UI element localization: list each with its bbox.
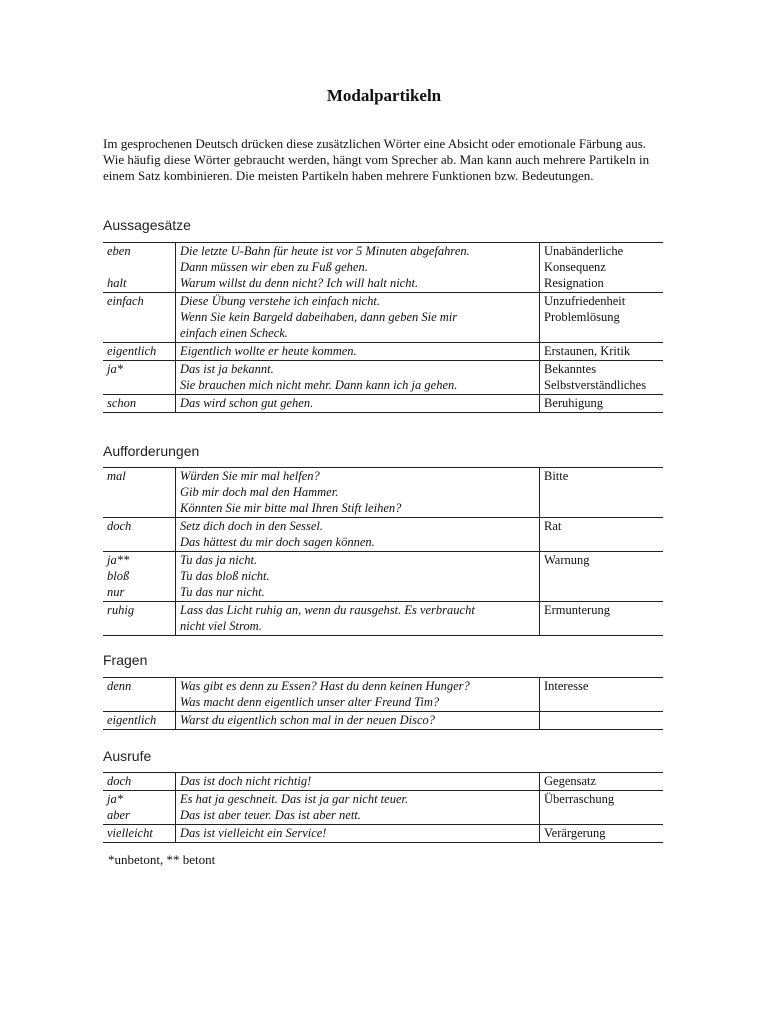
meaning-cell-line	[544, 694, 663, 710]
meaning-cell-line: Resignation	[544, 276, 604, 290]
meaning-cell	[539, 712, 663, 729]
meaning-cell	[539, 678, 663, 711]
meaning-cell-line	[544, 500, 663, 516]
particle-cell	[107, 552, 175, 600]
meaning-cell-line: Ermunterung	[544, 603, 610, 617]
table-row	[103, 772, 663, 791]
particle-cell-line: eigentlich	[107, 344, 157, 358]
meaning-cell-line: Warnung	[544, 553, 590, 567]
table-row	[103, 712, 663, 730]
particle-cell-line: aber	[107, 808, 130, 822]
particle-cell-line	[107, 325, 175, 341]
page-title: Modalpartikeln	[326, 86, 442, 105]
particle-cell-line	[107, 259, 175, 275]
meaning-cell-line: Bekanntes	[544, 362, 597, 376]
example-cell-line: Wenn Sie kein Bargeld dabeihaben, dann geben Sie mir	[180, 310, 458, 324]
particle-cell-line	[107, 377, 175, 393]
particle-cell-line: nur	[107, 585, 125, 599]
particle-cell	[107, 825, 175, 841]
example-cell	[175, 293, 539, 342]
example-cell-line: Es hat ja geschneit. Das ist ja gar nicht teuer.	[180, 792, 409, 806]
table-fragen	[103, 677, 663, 730]
particle-cell-line: doch	[107, 519, 132, 533]
meaning-cell	[539, 243, 663, 292]
particle-cell-line	[107, 694, 175, 710]
particle-cell-line: ja*	[107, 792, 123, 806]
example-cell-line: Lass das Licht ruhig an, wenn du rausgehst. Es verbraucht	[180, 603, 475, 617]
particle-cell-line: ja**	[107, 553, 130, 567]
particle-cell-line: einfach	[107, 294, 144, 308]
particle-cell	[107, 602, 175, 634]
particle-cell	[107, 395, 175, 411]
table-row	[103, 791, 663, 825]
particle-cell	[107, 773, 175, 789]
example-cell-line: Dann müssen wir eben zu Fuß gehen.	[180, 260, 368, 274]
meaning-cell	[539, 518, 663, 551]
particle-cell-line: bloß	[107, 569, 130, 583]
example-cell	[175, 518, 539, 551]
table-row	[103, 395, 663, 413]
example-cell-line: Warst du eigentlich schon mal in der neuen Disco?	[180, 713, 436, 727]
example-cell-line: Das ist aber teuer. Das ist aber nett.	[180, 808, 361, 822]
meaning-cell-line	[544, 712, 663, 728]
example-cell-line: Könnten Sie mir bitte mal Ihren Stift leihen?	[180, 501, 402, 515]
meaning-cell-line	[544, 568, 663, 584]
particle-cell-line	[107, 618, 175, 634]
meaning-cell	[539, 791, 663, 824]
example-cell-line: Das hättest du mir doch sagen können.	[180, 535, 375, 549]
meaning-cell-line: Rat	[544, 519, 562, 533]
meaning-cell-line: Beruhigung	[544, 396, 604, 410]
particle-cell	[107, 293, 175, 341]
particle-cell-line: doch	[107, 774, 132, 788]
section-heading-fragen: Fragen	[103, 652, 148, 668]
meaning-cell-line: Unzufriedenheit	[544, 294, 626, 308]
meaning-cell-line: Erstaunen, Kritik	[544, 344, 631, 358]
table-row	[103, 242, 663, 293]
table-ausrufe	[103, 772, 663, 843]
particle-cell-line: denn	[107, 679, 132, 693]
section-heading-ausrufe: Ausrufe	[103, 748, 152, 764]
example-cell	[175, 712, 539, 729]
example-cell-line: Was gibt es denn zu Essen? Hast du denn keinen Hunger?	[180, 679, 470, 693]
example-cell-line: Gib mir doch mal den Hammer.	[180, 485, 339, 499]
example-cell-line: Die letzte U-Bahn für heute ist vor 5 Minuten abgefahren.	[180, 244, 470, 258]
meaning-cell-line	[544, 534, 663, 550]
example-cell-line: Tu das ja nicht.	[180, 553, 258, 567]
particle-cell-line: schon	[107, 396, 137, 410]
example-cell	[175, 678, 539, 711]
particle-cell	[107, 361, 175, 393]
particle-cell-line: halt	[107, 276, 127, 290]
meaning-cell-line: Verärgerung	[544, 826, 606, 840]
table-row	[103, 552, 663, 602]
particle-cell-line: eigentlich	[107, 713, 157, 727]
particle-cell-line: vielleicht	[107, 826, 153, 840]
example-cell	[175, 773, 539, 790]
table-row	[103, 677, 663, 712]
example-cell-line: Das ist ja bekannt.	[180, 362, 274, 376]
particle-cell-line	[107, 534, 175, 550]
meaning-cell	[539, 552, 663, 601]
example-cell-line: Setz dich doch in den Sessel.	[180, 519, 324, 533]
meaning-cell-line: Konsequenz	[544, 260, 606, 274]
particle-cell	[107, 343, 175, 359]
example-cell	[175, 243, 539, 292]
example-cell-line: Warum willst du denn nicht? Ich will halt nicht.	[180, 276, 419, 290]
particle-cell-line	[107, 309, 175, 325]
table-aufforderungen	[103, 467, 663, 636]
particle-cell-line: mal	[107, 469, 126, 483]
particle-cell-line	[107, 484, 175, 500]
table-row	[103, 343, 663, 361]
example-cell	[175, 552, 539, 601]
meaning-cell-line	[544, 325, 663, 341]
footnote: *unbetont, ** betont	[108, 852, 216, 867]
intro-paragraph: Im gesprochenen Deutsch drücken diese zusätzlichen Wörter eine Absicht oder emotionale Färbung aus. Wie häufig diese Wörter gebraucht werden, hängt vom Sprecher ab. Man kann auch mehrere Partikeln in einem Satz kombinieren. Die meisten Partikeln haben mehrere Funktionen bzw. Bedeutungen.	[103, 136, 650, 183]
particle-cell-line: ja*	[107, 362, 123, 376]
example-cell-line: Würden Sie mir mal helfen?	[180, 469, 320, 483]
table-row	[103, 825, 663, 843]
meaning-cell-line: Bitte	[544, 469, 569, 483]
particle-cell	[107, 791, 175, 823]
meaning-cell-line	[544, 807, 663, 823]
meaning-cell-line: Selbstverständliches	[544, 378, 647, 392]
example-cell	[175, 395, 539, 412]
meaning-cell	[539, 343, 663, 360]
example-cell-line: Eigentlich wollte er heute kommen.	[180, 344, 357, 358]
table-row	[103, 293, 663, 343]
example-cell	[175, 343, 539, 360]
particle-cell	[107, 678, 175, 710]
example-cell	[175, 468, 539, 517]
particle-cell-line: ruhig	[107, 603, 135, 617]
example-cell	[175, 825, 539, 842]
example-cell-line: Das wird schon gut gehen.	[180, 396, 314, 410]
example-cell-line: einfach einen Scheck.	[180, 326, 288, 340]
meaning-cell-line	[544, 484, 663, 500]
example-cell	[175, 361, 539, 394]
table-row	[103, 518, 663, 552]
meaning-cell-line: Problemlösung	[544, 310, 620, 324]
meaning-cell-line: Gegensatz	[544, 774, 597, 788]
meaning-cell-line	[544, 618, 663, 634]
example-cell-line: Sie brauchen mich nicht mehr. Dann kann ich ja gehen.	[180, 378, 458, 392]
example-cell-line: Diese Übung verstehe ich einfach nicht.	[180, 294, 380, 308]
table-row	[103, 467, 663, 518]
meaning-cell-line: Interesse	[544, 679, 589, 693]
particle-cell	[107, 468, 175, 516]
particle-cell	[107, 518, 175, 550]
table-row	[103, 602, 663, 636]
particle-cell	[107, 712, 175, 728]
section-heading-aufforderungen: Aufforderungen	[103, 443, 200, 459]
meaning-cell	[539, 602, 663, 635]
table-aussagesaetze	[103, 242, 663, 413]
section-heading-aussagesaetze: Aussagesätze	[103, 217, 191, 233]
meaning-cell	[539, 293, 663, 342]
example-cell	[175, 602, 539, 635]
meaning-cell	[539, 395, 663, 412]
meaning-cell	[539, 825, 663, 842]
particle-cell-line: eben	[107, 244, 131, 258]
meaning-cell-line	[544, 584, 663, 600]
example-cell-line: Das ist vielleicht ein Service!	[180, 826, 327, 840]
example-cell-line: Was macht denn eigentlich unser alter Freund Tim?	[180, 695, 440, 709]
example-cell	[175, 791, 539, 824]
particle-cell-line	[107, 500, 175, 516]
meaning-cell	[539, 468, 663, 517]
example-cell-line: Tu das bloß nicht.	[180, 569, 270, 583]
meaning-cell	[539, 361, 663, 394]
meaning-cell	[539, 773, 663, 790]
particle-cell	[107, 243, 175, 291]
example-cell-line: nicht viel Strom.	[180, 619, 262, 633]
meaning-cell-line: Unabänderliche	[544, 244, 624, 258]
example-cell-line: Tu das nur nicht.	[180, 585, 265, 599]
table-row	[103, 361, 663, 395]
example-cell-line: Das ist doch nicht richtig!	[180, 774, 312, 788]
meaning-cell-line: Überraschung	[544, 792, 615, 806]
